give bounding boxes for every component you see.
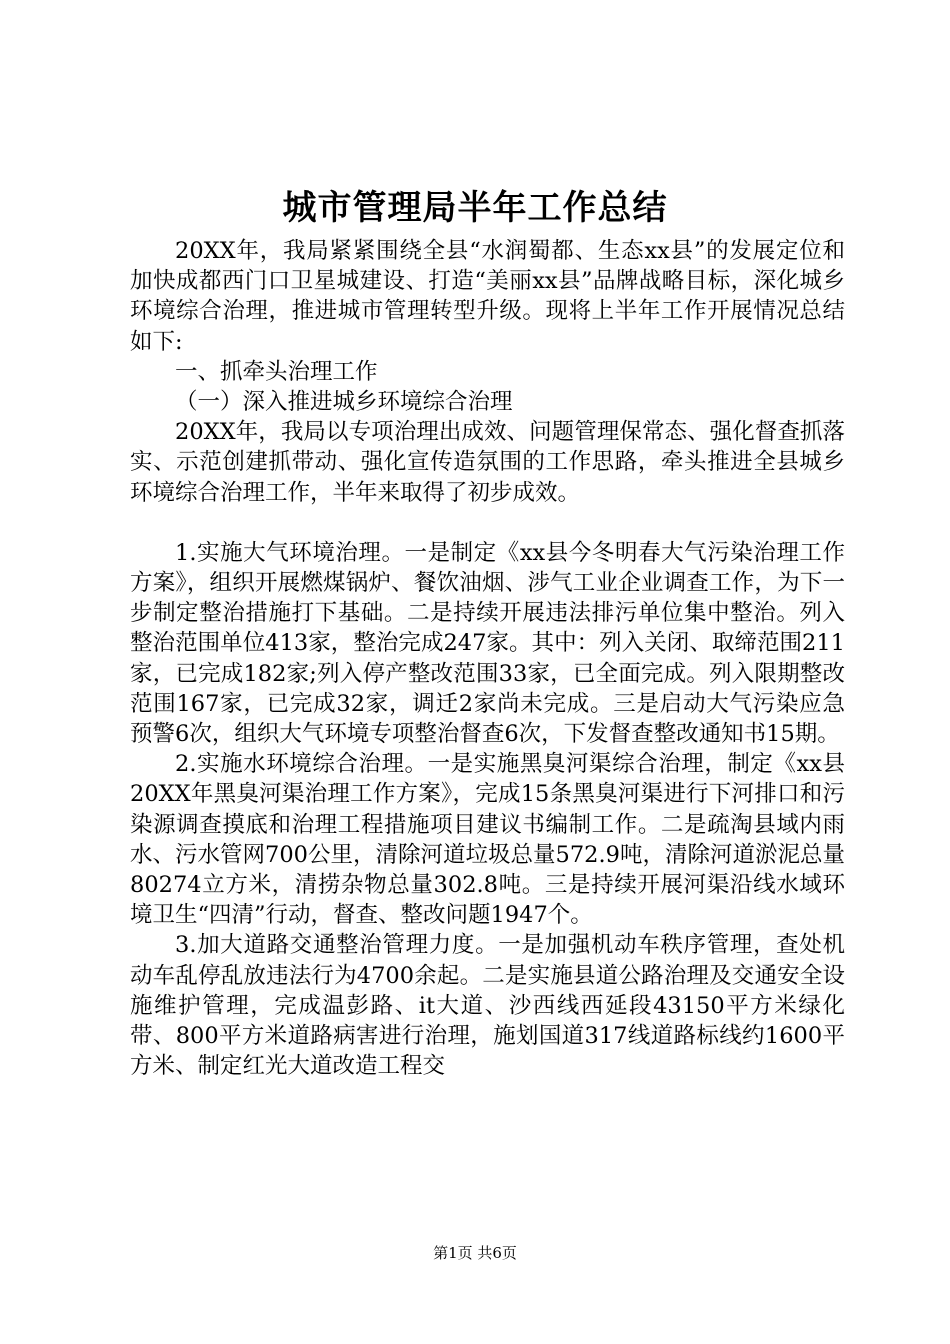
subsection-heading: （一）深入推进城乡环境综合治理 [175, 389, 513, 416]
subsection-summary-paragraph: 20XX年，我局以专项治理出成效、问题管理保常态、强化督查抓落实、示范创建抓带动、强化宣传造氛围的工作思路，牵头推进全县城乡环境综合治理工作，半年来取得了初步成效。 [130, 419, 845, 506]
section-heading: 一、抓牵头治理工作 [175, 358, 378, 385]
document-body [130, 236, 845, 1081]
document-title: 城市管理局半年工作总结 [282, 188, 668, 228]
item-2-paragraph: 2.实施水环境综合治理。一是实施黑臭河渠综合治理，制定《xx县20XX年黑臭河渠治理工作方案》，完成15条黑臭河渠进行下河排口和污染源调查摸底和治理工程措施项目建议书编制工作。二是疏淘县域内雨水、污水管网700公里，清除河道垃圾总量572.9吨，清除河道淤泥总量80274立方米，清捞杂物总量302.8吨。三是持续开展河渠沿线水域环境卫生“四清”行动，督查、整改问题1947个。 [130, 751, 845, 929]
page-number-footer: 第1页 共6页 [433, 1244, 517, 1262]
intro-paragraph: 20XX年，我局紧紧围绕全县“水润蜀都、生态xx县”的发展定位和加快成都西门口卫星城建设、打造“美丽xx县”品牌战略目标，深化城乡环境综合治理，推进城市管理转型升级。现将上半年工作开展情况总结如下: [130, 238, 845, 355]
item-1-paragraph: 1.实施大气环境治理。一是制定《xx县今冬明春大气污染治理工作方案》，组织开展燃煤锅炉、餐饮油烟、涉气工业企业调查工作，为下一步制定整治措施打下基础。二是持续开展违法排污单位集中整治。列入整治范围单位413家，整治完成247家。其中：列入关闭、取缔范围211家，已完成182家;列入停产整改范围33家，已全面完成。列入限期整改范围167家，已完成32家，调迁2家尚未完成。三是启动大气污染应急预警6次，组织大气环境专项整治督查6次，下发督查整改通知书15期。 [130, 539, 845, 748]
item-3-paragraph: 3.加大道路交通整治管理力度。一是加强机动车秩序管理，查处机动车乱停乱放违法行为4700余起。二是实施县道公路治理及交通安全设施维护管理，完成温彭路、it大道、沙西线西延段43150平方米绿化带、800平方米道路病害进行治理，施划国道317线道路标线约1600平方米、制定红光大道改造工程交 [130, 932, 845, 1080]
